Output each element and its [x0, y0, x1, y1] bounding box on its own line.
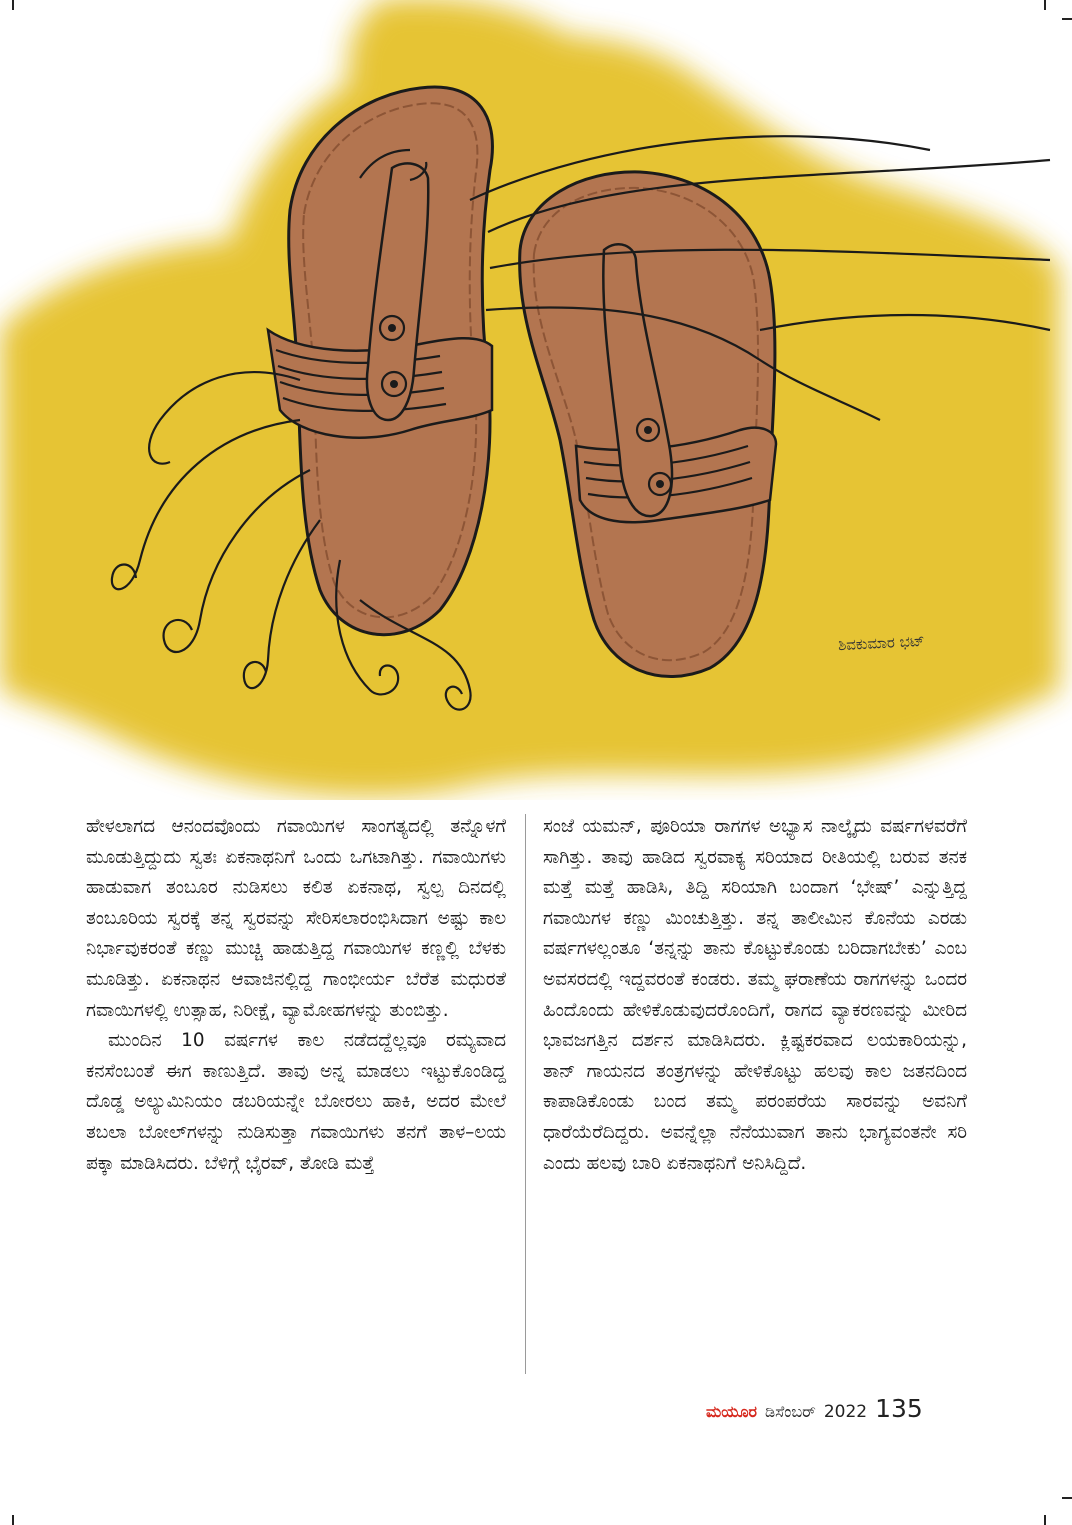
magazine-brand: ಮಯೂರ: [706, 1402, 758, 1421]
article-column-right: [543, 812, 967, 1179]
column-divider: [525, 814, 526, 1374]
crop-mark-bottom-left: [12, 1515, 14, 1525]
page-number: 135: [875, 1394, 923, 1423]
article-column-left: [86, 812, 506, 1179]
page-footer: [706, 1394, 923, 1428]
crop-mark-bottom-right: [1044, 1515, 1046, 1525]
paragraph: ಸಂಜೆ ಯಮನ್, ಪೂರಿಯಾ ರಾಗಗಳ ಅಭ್ಯಾಸ ನಾಲ್ಕೈದು ವರ್ಷಗಳವರೆಗೆ ಸಾಗಿತ್ತು. ತಾವು ಹಾಡಿದ ಸ್ವರವಾಕ್ಯ ಸರಿಯಾದ ರೀತಿಯಲ್ಲಿ ಬರುವ ತನಕ ಮತ್ತೆ ಮತ್ತೆ ಹಾಡಿಸಿ, ತಿದ್ದಿ ಸರಿಯಾಗಿ ಬಂದಾಗ ‘ಭೇಷ್’ ಎನ್ನುತ್ತಿದ್ದ ಗವಾಯಿಗಳ ಕಣ್ಣು ಮಿಂಚುತ್ತಿತ್ತು. ತನ್ನ ತಾಲೀಮಿನ ಕೊನೆಯ ಎರಡು ವರ್ಷಗಳಲ್ಲಂತೂ ‘ತನ್ನನ್ನು ತಾನು ಕೊಟ್ಟುಕೊಂಡು ಬರಿದಾಗಬೇಕು’ ಎಂಬ ಅವಸರದಲ್ಲಿ ಇದ್ದವರಂತೆ ಕಂಡರು. ತಮ್ಮ ಘರಾಣೆಯ ರಾಗಗಳನ್ನು ಒಂದರ ಹಿಂದೊಂದು ಹೇಳಿಕೊಡುವುದರೊಂದಿಗೆ, ರಾಗದ ವ್ಯಾಕರಣವನ್ನು ಮೀರಿದ ಭಾವಜಗತ್ತಿನ ದರ್ಶನ ಮಾಡಿಸಿದರು. ಕ್ಲಿಷ್ಟಕರವಾದ ಲಯಕಾರಿಯನ್ನು, ತಾನ್ ಗಾಯನದ ತಂತ್ರಗಳನ್ನು ಹೇಳಿಕೊಟ್ಟು ಹಲವು ಕಾಲ ಜತನದಿಂದ ಕಾಪಾಡಿಕೊಂಡು ಬಂದ ತಮ್ಮ ಪರಂಪರೆಯ ಸಾರವನ್ನು ಅವನಿಗೆ ಧಾರೆಯೆರೆದಿದ್ದರು. ಅವನ್ನೆಲ್ಲಾ ನೆನೆಯುವಾಗ ತಾನು ಭಾಗ್ಯವಂತನೇ ಸರಿ ಎಂದು ಹಲವು ಬಾರಿ ಏಕನಾಥನಿಗೆ ಅನಿಸಿದ್ದಿದೆ.: [543, 816, 967, 1174]
artist-signature: ಶಿವಕುಮಾರ ಭಟ್: [837, 631, 925, 655]
issue-year: 2022: [823, 1402, 868, 1422]
crop-mark-right-lower: [1062, 1497, 1072, 1499]
paragraph: ಹೇಳಲಾಗದ ಆನಂದವೊಂದು ಗವಾಯಿಗಳ ಸಾಂಗತ್ಯದಲ್ಲಿ ತನ್ನೊಳಗೆ ಮೂಡುತ್ತಿದ್ದುದು ಸ್ವತಃ ಏಕನಾಥನಿಗೆ ಒಂದು ಒಗಟಾಗಿತ್ತು. ಗವಾಯಿಗಳು ಹಾಡುವಾಗ ತಂಬೂರ ನುಡಿಸಲು ಕಲಿತ ಏಕನಾಥ, ಸ್ವಲ್ಪ ದಿನದಲ್ಲಿ ತಂಬೂರಿಯ ಸ್ವರಕ್ಕೆ ತನ್ನ ಸ್ವರವನ್ನು ಸೇರಿಸಲಾರಂಭಿಸಿದಾಗ ಅಷ್ಟು ಕಾಲ ನಿರ್ಭಾವುಕರಂತೆ ಕಣ್ಣು ಮುಚ್ಚಿ ಹಾಡುತ್ತಿದ್ದ ಗವಾಯಿಗಳ ಕಣ್ಣಲ್ಲಿ ಬೆಳಕು ಮೂಡಿತ್ತು. ಏಕನಾಥನ ಆವಾಜಿನಲ್ಲಿದ್ದ ಗಾಂಭೀರ್ಯ ಬೆರೆತ ಮಧುರತೆ ಗವಾಯಿಗಳಲ್ಲಿ ಉತ್ಸಾಹ, ನಿರೀಕ್ಷೆ, ವ್ಯಾಮೋಹಗಳನ್ನು ತುಂಬಿತ್ತು.: [86, 816, 506, 1021]
issue-month: ಡಿಸೆಂಬರ್: [765, 1402, 816, 1421]
paragraph: ಮುಂದಿನ 10 ವರ್ಷಗಳ ಕಾಲ ನಡೆದದ್ದೆಲ್ಲವೂ ರಮ್ಯವಾದ ಕನಸೆಂಬಂತೆ ಈಗ ಕಾಣುತ್ತಿದೆ. ತಾವು ಅನ್ನ ಮಾಡಲು ಇಟ್ಟುಕೊಂಡಿದ್ದ ದೊಡ್ಡ ಅಲ್ಯುಮಿನಿಯಂ ಡಬರಿಯನ್ನೇ ಬೋರಲು ಹಾಕಿ, ಅದರ ಮೇಲೆ ತಬಲಾ ಬೋಲ್‌ಗಳನ್ನು ನುಡಿಸುತ್ತಾ ಗವಾಯಿಗಳು ತನಗೆ ತಾಳ–ಲಯ ಪಕ್ಕಾ ಮಾಡಿಸಿದರು. ಬೆಳಿಗ್ಗೆ ಭೈರವ್, ತೋಡಿ ಮತ್ತೆ: [86, 1030, 506, 1174]
